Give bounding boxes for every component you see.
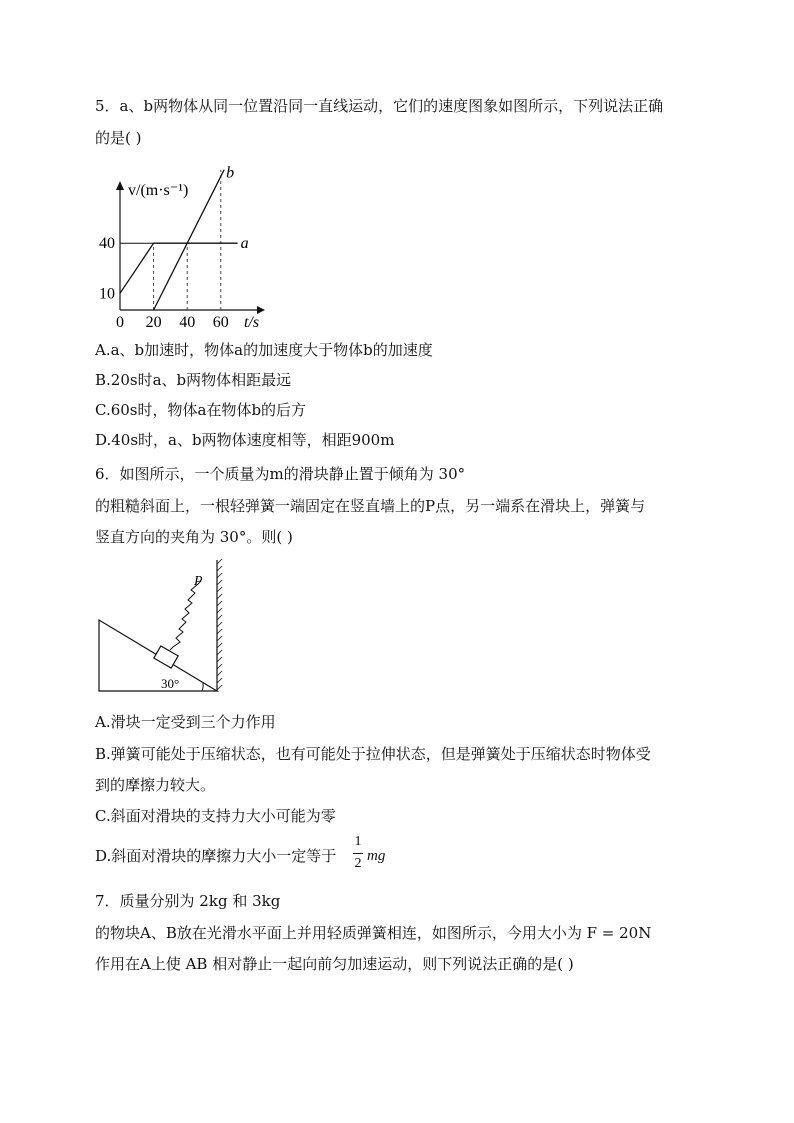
q5-option-b: B.20s时a、b两物体相距最远	[95, 371, 292, 389]
series-b-label: b	[226, 164, 235, 182]
point-p-label: P	[194, 574, 203, 589]
series-a-line	[120, 243, 238, 293]
series-a-label: a	[240, 235, 249, 253]
fraction-denominator: 2	[354, 856, 362, 871]
q5-option-a: A.a、b加速时，物体a的加速度大于物体b的加速度	[95, 341, 433, 359]
spring	[170, 581, 201, 650]
q5-velocity-chart	[95, 155, 285, 335]
wall-hatching	[217, 559, 222, 690]
q5-stem-line1: 5．a、b两物体从同一位置沿同一直线运动，它们的速度图象如图所示，下列说法正确	[95, 97, 664, 115]
angle-label: 30°	[161, 676, 180, 691]
q5-option-c: C.60s时，物体a在物体b的后方	[95, 401, 307, 419]
angle-arc	[202, 683, 203, 691]
x-tick-label-20: 20	[145, 314, 162, 331]
q6-stem-line1: 6．如图所示，一个质量为m的滑块静止置于倾角为 30°	[95, 465, 466, 483]
y-axis-label: v/(m·s⁻¹)	[128, 182, 189, 199]
q6-option-a: A.滑块一定受到三个力作用	[95, 713, 276, 731]
q6-stem-line2: 的粗糙斜面上，一根轻弹簧一端固定在竖直墙上的P点，另一端系在滑块上，弹簧与	[95, 497, 646, 515]
q5-stem-line2: 的是( )	[95, 129, 142, 147]
q7-stem-line2: 的物块A、B放在光滑水平面上并用轻质弹簧相连，如图所示，今用大小为 F = 20N	[95, 924, 652, 942]
fraction-bar	[353, 853, 363, 854]
q6-incline-figure	[95, 558, 235, 696]
y-tick-label-40: 40	[99, 235, 115, 253]
q6-option-c: C.斜面对滑块的支持力大小可能为零	[95, 807, 336, 825]
x-axis-label: t/s	[244, 314, 260, 331]
q6-option-b-line1: B.弹簧可能处于压缩状态，也有可能处于拉伸状态，但是弹簧处于压缩状态时物体受	[95, 745, 651, 763]
x-axis-arrow	[257, 306, 265, 314]
x-tick-label-40: 40	[179, 314, 196, 331]
q5-option-d: D.40s时，a、b两物体速度相等，相距900m	[95, 431, 395, 449]
q7-stem-line3: 作用在A上使 AB 相对静止一起向前匀加速运动，则下列说法正确的是( )	[95, 955, 574, 973]
y-axis-arrow	[116, 181, 124, 190]
fraction-tail: mg	[367, 848, 386, 864]
fraction-numerator: 1	[354, 834, 362, 849]
q7-stem-line1: 7．质量分别为 2kg 和 3kg	[95, 892, 281, 910]
y-tick-label-10: 10	[99, 285, 115, 303]
x-tick-label-60: 60	[212, 314, 229, 331]
x-tick-label-0: 0	[116, 314, 124, 331]
q6-stem-line3: 竖直方向的夹角为 30°。则( )	[95, 528, 293, 546]
q6-option-b-line2: 到的摩擦力较大。	[95, 776, 216, 794]
q6-option-d: D.斜面对滑块的摩擦力大小一定等于	[95, 847, 337, 865]
